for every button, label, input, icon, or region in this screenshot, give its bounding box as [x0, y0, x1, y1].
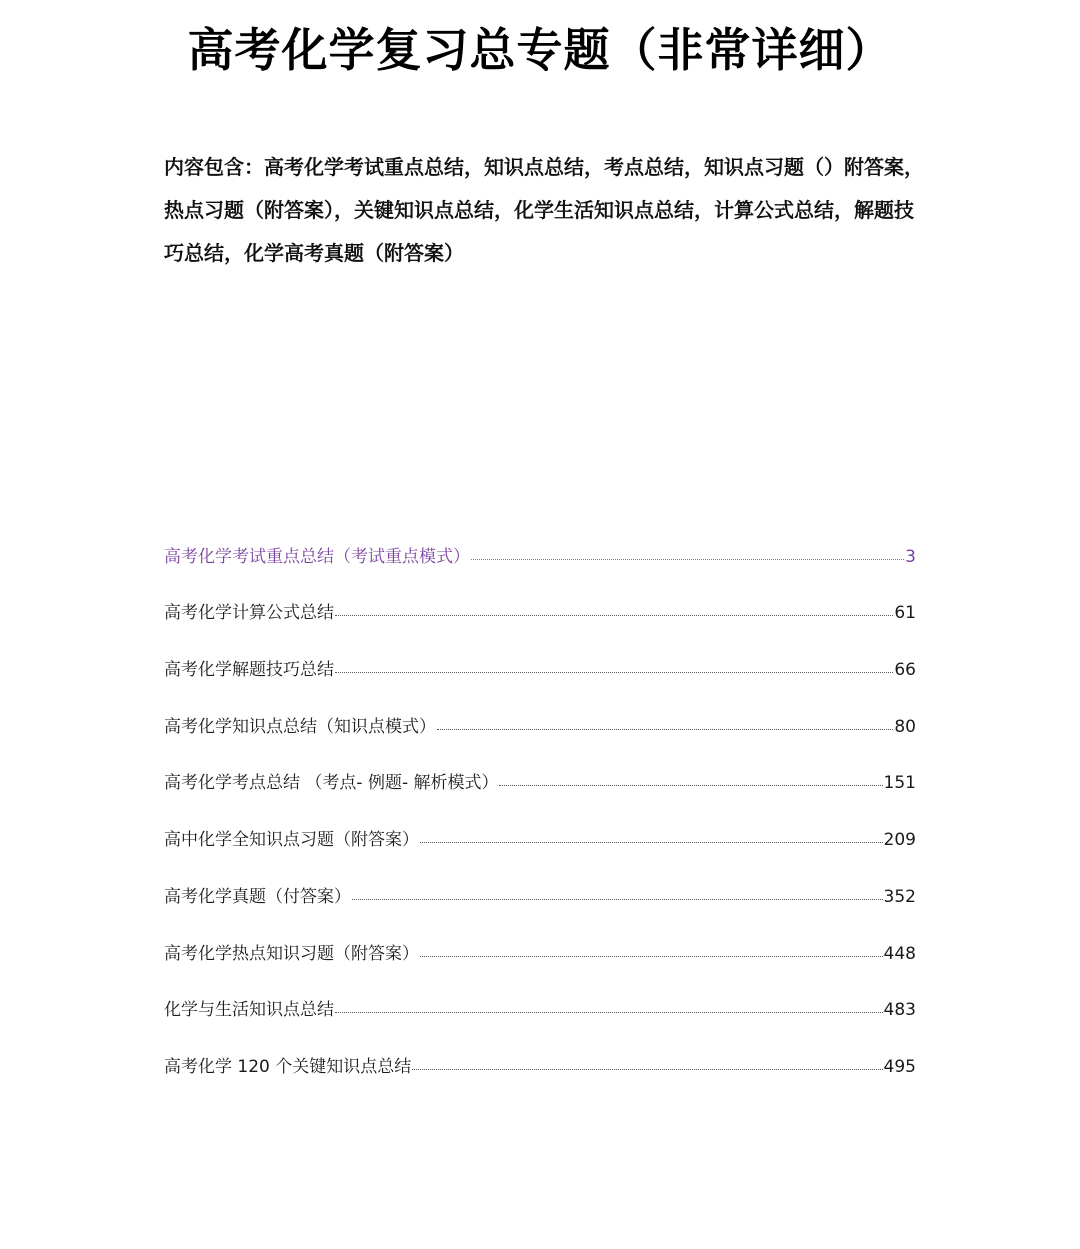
- dot-leader: [352, 899, 883, 900]
- toc-entry[interactable]: [164, 964, 916, 1021]
- toc-entry[interactable]: [164, 1020, 916, 1077]
- toc-entry[interactable]: [164, 623, 916, 680]
- toc-entry[interactable]: [164, 907, 916, 964]
- toc-entry-page: 66: [894, 660, 916, 681]
- toc-entry[interactable]: [164, 737, 916, 794]
- document-title: 高考化学复习总专题（非常详细）: [187, 23, 893, 77]
- dot-leader: [437, 729, 893, 730]
- toc-entry-page: 61: [894, 603, 916, 624]
- dot-leader: [420, 956, 883, 957]
- toc-entry-label: 化学与生活知识点总结: [164, 1000, 334, 1021]
- dot-leader: [335, 1012, 883, 1013]
- toc-entry-page: 209: [883, 830, 916, 851]
- dot-leader: [471, 559, 904, 560]
- toc-entry-label: 高考化学解题技巧总结: [164, 660, 334, 681]
- toc-entry[interactable]: [164, 850, 916, 907]
- intro-paragraph: 内容包含：高考化学考试重点总结，知识点总结，考点总结，知识点习题（）附答案，热点习题（附答案），关键知识点总结，化学生活知识点总结，计算公式总结，解题技巧总结，化学高考真题（附答案）: [164, 155, 924, 265]
- toc-entry-label: 高考化学真题（付答案）: [164, 886, 351, 907]
- toc-entry[interactable]: [164, 567, 916, 624]
- toc-entry[interactable]: [164, 793, 916, 850]
- toc-entry-page: 448: [883, 943, 916, 964]
- dot-leader: [335, 615, 893, 616]
- toc-entry-label: 高考化学考试重点总结（考试重点模式）: [164, 546, 470, 567]
- table-of-contents: [164, 510, 916, 1077]
- toc-entry-page: 495: [883, 1056, 916, 1077]
- toc-entry-label: 高考化学考点总结 （考点- 例题- 解析模式）: [164, 773, 499, 794]
- toc-entry-label: 高考化学计算公式总结: [164, 603, 334, 624]
- dot-leader: [420, 842, 883, 843]
- toc-entry[interactable]: [164, 680, 916, 737]
- toc-entry-label: 高考化学 120 个关键知识点总结: [164, 1056, 412, 1077]
- toc-entry-label: 高考化学热点知识习题（附答案）: [164, 943, 419, 964]
- toc-entry-page: 483: [883, 1000, 916, 1021]
- dot-leader: [412, 1069, 882, 1070]
- toc-entry-page: 151: [883, 773, 916, 794]
- toc-entry-page: 352: [883, 886, 916, 907]
- dot-leader: [335, 672, 893, 673]
- toc-entry-label: 高考化学知识点总结（知识点模式）: [164, 716, 436, 737]
- toc-entry-page: 3: [905, 546, 916, 567]
- toc-entry[interactable]: [164, 510, 916, 567]
- toc-entry-label: 高中化学全知识点习题（附答案）: [164, 830, 419, 851]
- toc-entry-page: 80: [894, 716, 916, 737]
- dot-leader: [499, 785, 882, 786]
